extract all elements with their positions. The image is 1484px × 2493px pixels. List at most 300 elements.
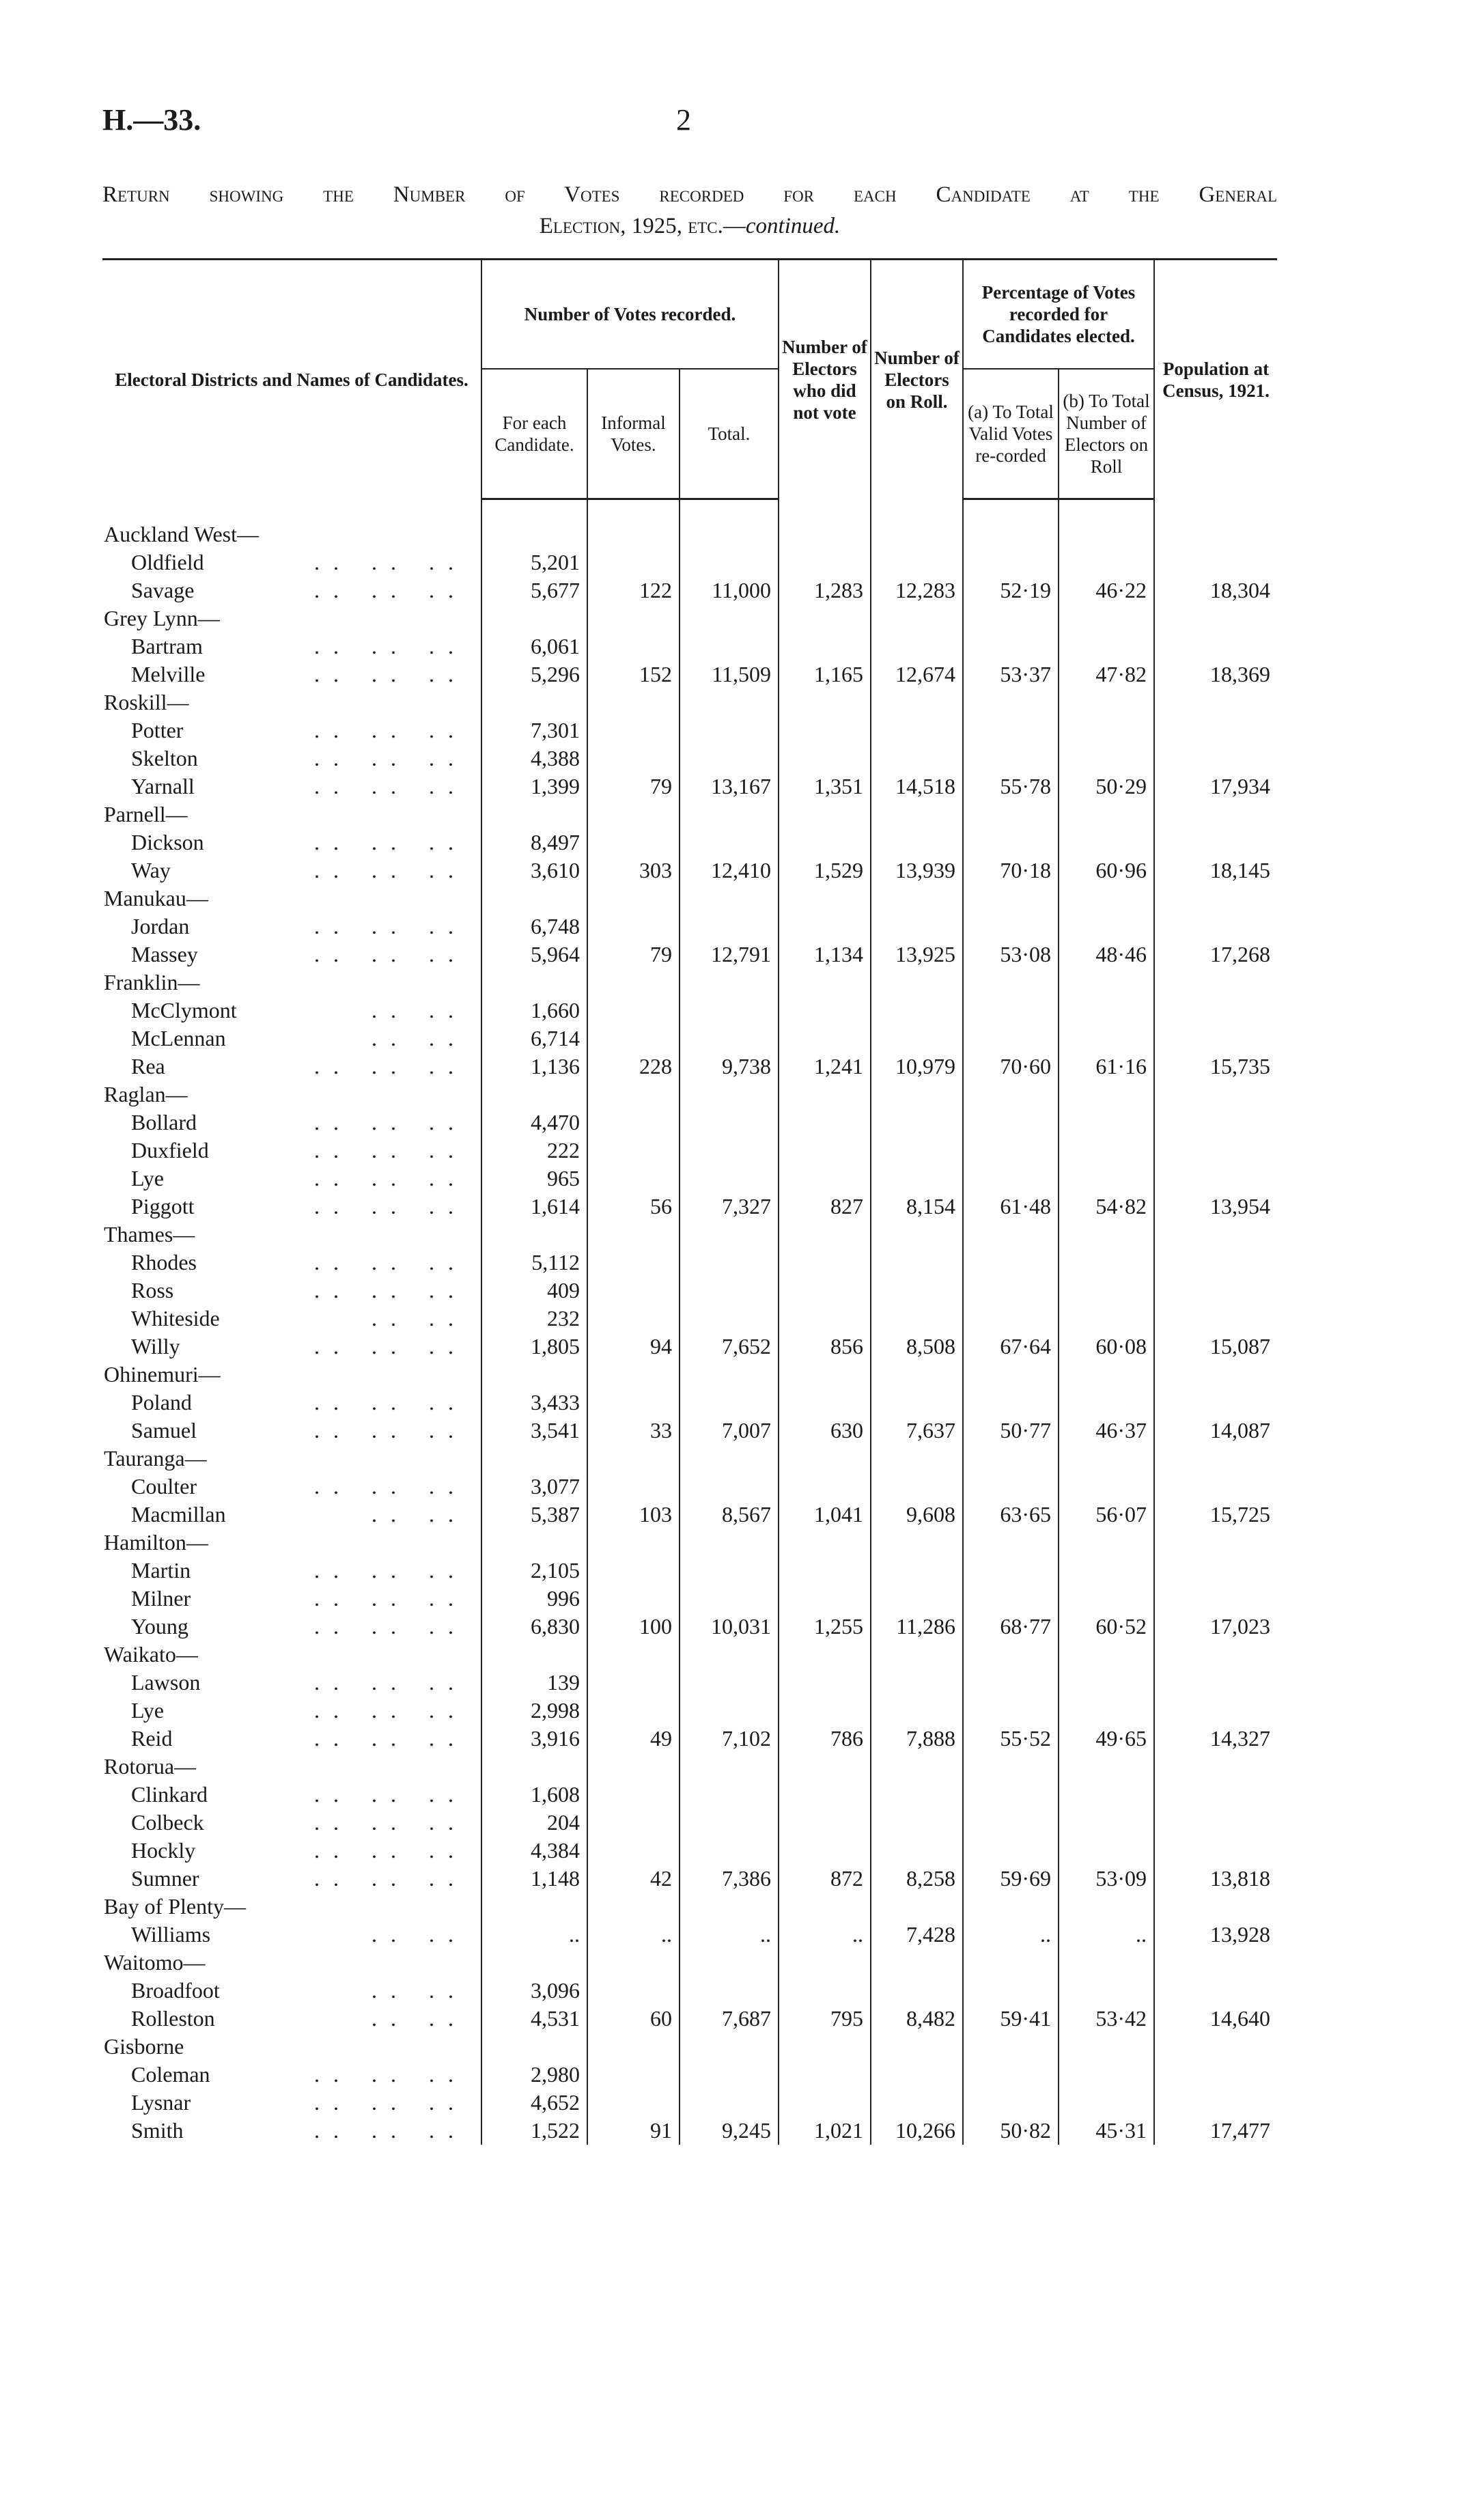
informal-cell: 100 bbox=[587, 1613, 680, 1641]
pct-valid-cell: 50·77 bbox=[963, 1417, 1059, 1445]
on-roll-cell bbox=[871, 604, 963, 632]
did-not-vote-cell bbox=[779, 1249, 871, 1277]
votes-cell: 1,614 bbox=[481, 1193, 587, 1221]
pct-roll-cell bbox=[1059, 1837, 1154, 1865]
total-cell bbox=[680, 1641, 779, 1669]
total-cell: 11,509 bbox=[680, 660, 779, 688]
candidate-name-cell bbox=[102, 1473, 481, 1501]
population-cell: 17,934 bbox=[1154, 772, 1277, 800]
title-line-2 bbox=[102, 210, 1277, 242]
candidate-name-cell bbox=[102, 1417, 481, 1445]
district-name: Tauranga— bbox=[104, 1446, 207, 1471]
candidate-row bbox=[102, 1977, 1277, 2005]
candidate-name-cell bbox=[102, 828, 481, 856]
votes-cell: 996 bbox=[481, 1585, 587, 1613]
district-row bbox=[102, 969, 1277, 997]
total-cell bbox=[680, 688, 779, 716]
pct-valid-cell bbox=[963, 1977, 1059, 2005]
candidate-name-cell bbox=[102, 716, 481, 744]
candidate-row bbox=[102, 1781, 1277, 1809]
votes-cell: 6,748 bbox=[481, 913, 587, 941]
votes-cell bbox=[481, 520, 587, 548]
total-cell: 13,167 bbox=[680, 772, 779, 800]
title-line-2-italic: continued. bbox=[745, 214, 841, 238]
votes-cell: 5,296 bbox=[481, 660, 587, 688]
header-did-not-vote: Number of Electors who did not vote bbox=[779, 260, 871, 499]
pct-valid-cell bbox=[963, 1081, 1059, 1109]
informal-cell bbox=[587, 2061, 680, 2089]
pct-valid-cell bbox=[963, 548, 1059, 576]
pct-roll-cell bbox=[1059, 1305, 1154, 1333]
pct-roll-cell bbox=[1059, 1221, 1154, 1249]
district-name: Bay of Plenty— bbox=[104, 1894, 246, 1919]
header-population: Population at Census, 1921. bbox=[1154, 260, 1277, 499]
pct-valid-cell bbox=[963, 1361, 1059, 1389]
election-returns-table bbox=[102, 258, 1277, 2145]
informal-cell bbox=[587, 969, 680, 997]
pct-valid-cell: 68·77 bbox=[963, 1613, 1059, 1641]
population-cell bbox=[1154, 1837, 1277, 1865]
pct-roll-cell bbox=[1059, 1025, 1154, 1053]
pct-roll-cell: 61·16 bbox=[1059, 1053, 1154, 1081]
total-cell bbox=[680, 1249, 779, 1277]
candidate-name-cell bbox=[102, 941, 481, 969]
district-row bbox=[102, 1641, 1277, 1669]
candidate-row bbox=[102, 997, 1277, 1025]
leader-dots: .. .. bbox=[372, 1922, 467, 1947]
candidate-row bbox=[102, 576, 1277, 604]
population-cell bbox=[1154, 828, 1277, 856]
pct-valid-cell: 63·65 bbox=[963, 1501, 1059, 1529]
candidate-name-cell bbox=[102, 1697, 481, 1725]
pct-roll-cell: 53·42 bbox=[1059, 2005, 1154, 2033]
candidate-name-cell bbox=[102, 1137, 481, 1165]
on-roll-cell bbox=[871, 1977, 963, 2005]
district-row bbox=[102, 800, 1277, 828]
did-not-vote-cell bbox=[779, 548, 871, 576]
population-cell: 15,725 bbox=[1154, 1501, 1277, 1529]
total-cell bbox=[680, 1585, 779, 1613]
population-cell bbox=[1154, 1221, 1277, 1249]
candidate-row bbox=[102, 1417, 1277, 1445]
candidate-name: Rea bbox=[131, 1054, 165, 1078]
leader-dots: .. .. .. bbox=[314, 1474, 467, 1499]
pct-roll-cell bbox=[1059, 1081, 1154, 1109]
candidate-name: Samuel bbox=[131, 1418, 197, 1443]
candidate-row bbox=[102, 2089, 1277, 2117]
population-cell bbox=[1154, 1025, 1277, 1053]
leader-dots: .. .. .. bbox=[314, 1726, 467, 1751]
candidate-name: Poland bbox=[131, 1390, 192, 1415]
votes-cell: 3,433 bbox=[481, 1389, 587, 1417]
district-name: Auckland West— bbox=[104, 522, 260, 546]
population-cell bbox=[1154, 2089, 1277, 2117]
did-not-vote-cell bbox=[779, 1137, 871, 1165]
population-cell bbox=[1154, 885, 1277, 913]
population-cell bbox=[1154, 1557, 1277, 1585]
votes-cell: 3,916 bbox=[481, 1725, 587, 1753]
candidate-name: Lye bbox=[131, 1166, 164, 1190]
votes-cell: 4,652 bbox=[481, 2089, 587, 2117]
district-name: Gisborne bbox=[104, 2034, 184, 2059]
district-row bbox=[102, 1361, 1277, 1389]
did-not-vote-cell bbox=[779, 1361, 871, 1389]
total-cell: .. bbox=[680, 1921, 779, 1949]
on-roll-cell bbox=[871, 1837, 963, 1865]
candidate-row bbox=[102, 1697, 1277, 1725]
votes-cell bbox=[481, 969, 587, 997]
pct-roll-cell bbox=[1059, 969, 1154, 997]
leader-dots: .. .. .. bbox=[314, 1110, 467, 1134]
pct-valid-cell bbox=[963, 744, 1059, 772]
informal-cell bbox=[587, 1389, 680, 1417]
leader-dots: .. .. .. bbox=[314, 1334, 467, 1359]
did-not-vote-cell: 1,283 bbox=[779, 576, 871, 604]
did-not-vote-cell bbox=[779, 520, 871, 548]
total-cell bbox=[680, 885, 779, 913]
pct-valid-cell bbox=[963, 632, 1059, 660]
votes-cell: 4,531 bbox=[481, 2005, 587, 2033]
votes-cell: 1,805 bbox=[481, 1333, 587, 1361]
population-cell bbox=[1154, 2033, 1277, 2061]
district-name-cell bbox=[102, 1361, 481, 1389]
pct-valid-cell bbox=[963, 1305, 1059, 1333]
candidate-name: Oldfield bbox=[131, 550, 204, 574]
informal-cell bbox=[587, 1893, 680, 1921]
votes-cell bbox=[481, 885, 587, 913]
population-cell bbox=[1154, 1669, 1277, 1697]
candidate-row bbox=[102, 2061, 1277, 2089]
total-cell bbox=[680, 1753, 779, 1781]
leader-dots: .. .. .. bbox=[314, 1418, 467, 1443]
votes-cell: 6,830 bbox=[481, 1613, 587, 1641]
candidate-name-cell bbox=[102, 2117, 481, 2145]
leader-dots: .. .. .. bbox=[314, 1614, 467, 1639]
did-not-vote-cell bbox=[779, 997, 871, 1025]
votes-cell: 232 bbox=[481, 1305, 587, 1333]
pct-roll-cell: 56·07 bbox=[1059, 1501, 1154, 1529]
candidate-name: Skelton bbox=[131, 746, 198, 770]
on-roll-cell bbox=[871, 632, 963, 660]
pct-valid-cell bbox=[963, 1557, 1059, 1585]
leader-dots: .. .. .. bbox=[314, 1390, 467, 1415]
pct-valid-cell bbox=[963, 1669, 1059, 1697]
district-name-cell bbox=[102, 604, 481, 632]
total-cell bbox=[680, 1221, 779, 1249]
population-cell bbox=[1154, 1109, 1277, 1137]
candidate-name: Lysnar bbox=[131, 2090, 191, 2115]
votes-cell bbox=[481, 1361, 587, 1389]
candidate-row bbox=[102, 1837, 1277, 1865]
district-name-cell bbox=[102, 1221, 481, 1249]
informal-cell: 303 bbox=[587, 856, 680, 885]
candidate-row bbox=[102, 1053, 1277, 1081]
pct-valid-cell bbox=[963, 1249, 1059, 1277]
pct-valid-cell bbox=[963, 1893, 1059, 1921]
header-district: Electoral Districts and Names of Candidates. bbox=[102, 260, 481, 499]
did-not-vote-cell bbox=[779, 1473, 871, 1501]
on-roll-cell: 10,266 bbox=[871, 2117, 963, 2145]
pct-roll-cell bbox=[1059, 1809, 1154, 1837]
pct-valid-cell bbox=[963, 1837, 1059, 1865]
did-not-vote-cell bbox=[779, 1893, 871, 1921]
did-not-vote-cell bbox=[779, 1753, 871, 1781]
on-roll-cell: 10,979 bbox=[871, 1053, 963, 1081]
candidate-name-cell bbox=[102, 1977, 481, 2005]
on-roll-cell: 8,258 bbox=[871, 1865, 963, 1893]
did-not-vote-cell bbox=[779, 1109, 871, 1137]
total-cell: 7,386 bbox=[680, 1865, 779, 1893]
district-name-cell bbox=[102, 2033, 481, 2061]
candidate-name: Clinkard bbox=[131, 1782, 208, 1807]
header-for-each-candidate: For each Candidate. bbox=[481, 369, 587, 499]
candidate-row bbox=[102, 1613, 1277, 1641]
candidate-row bbox=[102, 1165, 1277, 1193]
pct-valid-cell bbox=[963, 1781, 1059, 1809]
candidate-name-cell bbox=[102, 772, 481, 800]
pct-valid-cell bbox=[963, 1529, 1059, 1557]
informal-cell bbox=[587, 744, 680, 772]
candidate-row bbox=[102, 913, 1277, 941]
pct-roll-cell bbox=[1059, 604, 1154, 632]
informal-cell bbox=[587, 800, 680, 828]
did-not-vote-cell bbox=[779, 1529, 871, 1557]
votes-cell: 1,660 bbox=[481, 997, 587, 1025]
population-cell bbox=[1154, 604, 1277, 632]
population-cell bbox=[1154, 1949, 1277, 1977]
leader-dots: .. .. .. bbox=[314, 1810, 467, 1835]
total-cell bbox=[680, 1949, 779, 1977]
candidate-name: Coulter bbox=[131, 1474, 197, 1499]
population-cell bbox=[1154, 1137, 1277, 1165]
leader-dots: .. .. bbox=[372, 1502, 467, 1527]
candidate-name-cell bbox=[102, 1109, 481, 1137]
on-roll-cell bbox=[871, 1893, 963, 1921]
pct-roll-cell bbox=[1059, 828, 1154, 856]
did-not-vote-cell bbox=[779, 1445, 871, 1473]
pct-valid-cell bbox=[963, 1165, 1059, 1193]
total-cell bbox=[680, 744, 779, 772]
candidate-name: Hockly bbox=[131, 1838, 196, 1863]
population-cell bbox=[1154, 1641, 1277, 1669]
total-cell bbox=[680, 828, 779, 856]
informal-cell bbox=[587, 1137, 680, 1165]
district-row bbox=[102, 688, 1277, 716]
did-not-vote-cell: 630 bbox=[779, 1417, 871, 1445]
on-roll-cell bbox=[871, 1221, 963, 1249]
leader-dots: .. .. .. bbox=[314, 578, 467, 602]
pct-valid-cell bbox=[963, 1109, 1059, 1137]
on-roll-cell: 8,482 bbox=[871, 2005, 963, 2033]
candidate-row bbox=[102, 1277, 1277, 1305]
did-not-vote-cell bbox=[779, 2089, 871, 2117]
candidate-name-cell bbox=[102, 1249, 481, 1277]
pct-roll-cell: 48·46 bbox=[1059, 941, 1154, 969]
leader-dots: .. .. bbox=[372, 998, 467, 1022]
candidate-name: Broadfoot bbox=[131, 1978, 220, 2003]
leader-dots: .. .. .. bbox=[314, 2062, 467, 2087]
votes-cell bbox=[481, 1949, 587, 1977]
on-roll-cell bbox=[871, 828, 963, 856]
total-cell bbox=[680, 1557, 779, 1585]
did-not-vote-cell bbox=[779, 1809, 871, 1837]
informal-cell: 94 bbox=[587, 1333, 680, 1361]
informal-cell bbox=[587, 1025, 680, 1053]
on-roll-cell bbox=[871, 1781, 963, 1809]
candidate-name: Piggott bbox=[131, 1194, 195, 1218]
pct-roll-cell bbox=[1059, 1949, 1154, 1977]
informal-cell: 79 bbox=[587, 772, 680, 800]
total-cell bbox=[680, 1529, 779, 1557]
population-cell bbox=[1154, 1445, 1277, 1473]
total-cell: 7,007 bbox=[680, 1417, 779, 1445]
candidate-name-cell bbox=[102, 1837, 481, 1865]
votes-cell: .. bbox=[481, 1921, 587, 1949]
total-cell bbox=[680, 1137, 779, 1165]
candidate-name: Coleman bbox=[131, 2062, 210, 2087]
pct-valid-cell bbox=[963, 885, 1059, 913]
votes-cell bbox=[481, 1753, 587, 1781]
pct-valid-cell: 59·69 bbox=[963, 1865, 1059, 1893]
leader-dots: .. .. .. bbox=[314, 1054, 467, 1078]
on-roll-cell bbox=[871, 913, 963, 941]
leader-dots: .. .. .. bbox=[314, 1138, 467, 1162]
on-roll-cell bbox=[871, 1473, 963, 1501]
candidate-name: Smith bbox=[131, 2118, 184, 2143]
did-not-vote-cell: 872 bbox=[779, 1865, 871, 1893]
leader-dots: .. .. .. bbox=[314, 1558, 467, 1583]
title-line-1: Return showing the Number of Votes recorded for each Candidate at the General bbox=[102, 182, 1277, 207]
did-not-vote-cell bbox=[779, 1641, 871, 1669]
pct-roll-cell bbox=[1059, 1277, 1154, 1305]
pct-valid-cell bbox=[963, 969, 1059, 997]
district-name-cell bbox=[102, 1445, 481, 1473]
leader-dots: .. .. .. bbox=[314, 1166, 467, 1190]
candidate-row bbox=[102, 1473, 1277, 1501]
candidate-row bbox=[102, 1193, 1277, 1221]
population-cell bbox=[1154, 744, 1277, 772]
votes-cell: 139 bbox=[481, 1669, 587, 1697]
did-not-vote-cell bbox=[779, 632, 871, 660]
pct-roll-cell: 60·52 bbox=[1059, 1613, 1154, 1641]
total-cell bbox=[680, 1081, 779, 1109]
total-cell bbox=[680, 548, 779, 576]
district-name: Thames— bbox=[104, 1222, 195, 1246]
district-name-cell bbox=[102, 1753, 481, 1781]
did-not-vote-cell: 856 bbox=[779, 1333, 871, 1361]
population-cell bbox=[1154, 1977, 1277, 2005]
pct-roll-cell: .. bbox=[1059, 1921, 1154, 1949]
leader-dots: .. .. .. bbox=[314, 1866, 467, 1891]
candidate-name-cell bbox=[102, 1333, 481, 1361]
pct-roll-cell bbox=[1059, 1137, 1154, 1165]
on-roll-cell bbox=[871, 1753, 963, 1781]
district-name-cell bbox=[102, 1529, 481, 1557]
did-not-vote-cell bbox=[779, 2061, 871, 2089]
on-roll-cell bbox=[871, 2033, 963, 2061]
total-cell: 8,567 bbox=[680, 1501, 779, 1529]
candidate-row bbox=[102, 548, 1277, 576]
candidate-name-cell bbox=[102, 2089, 481, 2117]
total-cell bbox=[680, 1445, 779, 1473]
pct-roll-cell bbox=[1059, 1669, 1154, 1697]
votes-cell bbox=[481, 1641, 587, 1669]
informal-cell bbox=[587, 688, 680, 716]
votes-cell: 1,136 bbox=[481, 1053, 587, 1081]
on-roll-cell bbox=[871, 1305, 963, 1333]
pct-valid-cell bbox=[963, 828, 1059, 856]
pct-valid-cell: 53·08 bbox=[963, 941, 1059, 969]
district-name: Parnell— bbox=[104, 802, 188, 826]
candidate-name: Bartram bbox=[131, 634, 203, 658]
candidate-row bbox=[102, 1249, 1277, 1277]
on-roll-cell bbox=[871, 2061, 963, 2089]
pct-roll-cell bbox=[1059, 913, 1154, 941]
population-cell bbox=[1154, 1809, 1277, 1837]
pct-roll-cell: 54·82 bbox=[1059, 1193, 1154, 1221]
votes-cell: 5,387 bbox=[481, 1501, 587, 1529]
did-not-vote-cell bbox=[779, 2033, 871, 2061]
total-cell bbox=[680, 1837, 779, 1865]
pct-roll-cell bbox=[1059, 1781, 1154, 1809]
did-not-vote-cell: 1,021 bbox=[779, 2117, 871, 2145]
pct-roll-cell bbox=[1059, 744, 1154, 772]
pct-roll-cell bbox=[1059, 1361, 1154, 1389]
population-cell: 13,928 bbox=[1154, 1921, 1277, 1949]
candidate-name-cell bbox=[102, 1809, 481, 1837]
on-roll-cell bbox=[871, 548, 963, 576]
pct-roll-cell bbox=[1059, 1641, 1154, 1669]
did-not-vote-cell bbox=[779, 1697, 871, 1725]
pct-roll-cell bbox=[1059, 885, 1154, 913]
candidate-name-cell bbox=[102, 1305, 481, 1333]
district-row bbox=[102, 520, 1277, 548]
leader-dots: .. .. .. bbox=[314, 2118, 467, 2143]
population-cell: 13,818 bbox=[1154, 1865, 1277, 1893]
candidate-name-cell bbox=[102, 1277, 481, 1305]
total-cell: 9,738 bbox=[680, 1053, 779, 1081]
leader-dots: .. .. .. bbox=[314, 718, 467, 742]
district-row bbox=[102, 1949, 1277, 1977]
votes-cell: 7,301 bbox=[481, 716, 587, 744]
candidate-name-cell bbox=[102, 1585, 481, 1613]
population-cell bbox=[1154, 997, 1277, 1025]
did-not-vote-cell: 1,041 bbox=[779, 1501, 871, 1529]
candidate-row bbox=[102, 1725, 1277, 1753]
candidate-name-cell bbox=[102, 1165, 481, 1193]
informal-cell bbox=[587, 1781, 680, 1809]
informal-cell bbox=[587, 1753, 680, 1781]
candidate-name-cell bbox=[102, 1669, 481, 1697]
on-roll-cell bbox=[871, 997, 963, 1025]
total-cell bbox=[680, 1165, 779, 1193]
total-cell bbox=[680, 1669, 779, 1697]
population-cell: 14,087 bbox=[1154, 1417, 1277, 1445]
population-cell bbox=[1154, 1697, 1277, 1725]
did-not-vote-cell: 1,134 bbox=[779, 941, 871, 969]
pct-valid-cell bbox=[963, 913, 1059, 941]
candidate-name-cell bbox=[102, 1193, 481, 1221]
total-cell bbox=[680, 716, 779, 744]
pct-valid-cell: 67·64 bbox=[963, 1333, 1059, 1361]
on-roll-cell: 8,154 bbox=[871, 1193, 963, 1221]
total-cell: 10,031 bbox=[680, 1613, 779, 1641]
votes-cell bbox=[481, 1529, 587, 1557]
pct-valid-cell bbox=[963, 2061, 1059, 2089]
candidate-name-cell bbox=[102, 1389, 481, 1417]
candidate-name-cell bbox=[102, 576, 481, 604]
population-cell: 15,735 bbox=[1154, 1053, 1277, 1081]
